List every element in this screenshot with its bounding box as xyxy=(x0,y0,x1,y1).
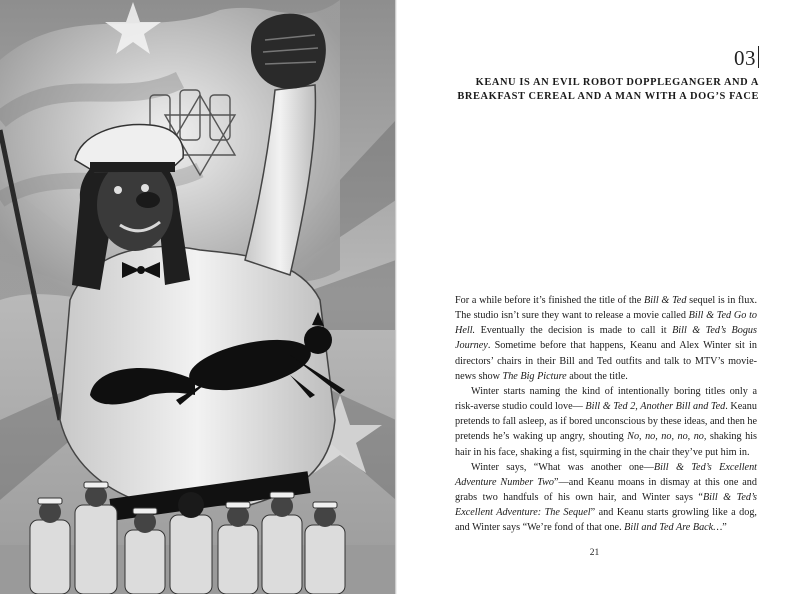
text-run: about the title. xyxy=(566,370,628,382)
text-run: ”—and Keanu moans in dismay at this one and grabs two handfuls of his own hair, and Winter says “ xyxy=(455,476,757,504)
text-run: ” xyxy=(722,522,727,534)
text-run: Winter starts naming the kind of intentionally boring titles only a risk-averse studio could love— xyxy=(455,385,757,413)
italic-run: Bill & Ted 2, Another Bill and Ted xyxy=(585,401,726,413)
italic-run: No, no, no, no, no, xyxy=(627,431,707,443)
dog-face xyxy=(97,159,173,251)
text-run: Winter says, “What was another one— xyxy=(471,461,654,473)
italic-run: Bill & Ted xyxy=(644,295,687,306)
fist xyxy=(251,14,326,89)
text-run: shaking his hair in his face, shaking a fist, squirming in the chair they’ve put him in. xyxy=(455,431,757,458)
paragraph xyxy=(455,384,757,460)
page-number: 21 xyxy=(589,548,600,558)
italic-run: The Big Picture xyxy=(502,370,567,382)
chapter-number: 03 xyxy=(734,46,759,71)
text-run: ” and Keanu starts growling like a dog, and Winter says “We’re fond of that one. xyxy=(455,507,757,534)
paragraph xyxy=(455,460,757,536)
text-run: Eventually the decision is made to call it xyxy=(475,325,673,337)
text-run: . Keanu pretends to fall asleep, as if bored unconscious by these ideas, and then he pretends he’s waking up angry, shouting xyxy=(455,401,757,443)
chapter-title: KEANU IS AN EVIL ROBOT DOPPLEGANGER AND A BREAKFAST CEREAL AND A MAN WITH A DOG’S FACE xyxy=(457,77,759,102)
paragraph xyxy=(455,293,757,384)
italic-run: Bill & Ted’s Excellent Adventure Number Two xyxy=(455,461,758,488)
text-run: . Sometime before that happens, Keanu and Alex Winter sit in directors’ chairs in their Bill and Ted outfits and talk to MTV’s movie-news show xyxy=(455,340,757,382)
body-text xyxy=(455,293,757,536)
italic-run: Bill and Ted Are Back… xyxy=(624,522,723,534)
text-run: sequel is in flux. The studio isn’t sure they want to release a movie called xyxy=(455,295,757,322)
text-run: For a while before it’s finished the title of the xyxy=(455,295,644,306)
italic-run: Bill & Ted’s Excellent Adventure: The Sequel xyxy=(455,492,758,519)
text-page xyxy=(397,0,792,594)
italic-run: Bill & Ted Go to Hell. xyxy=(455,310,758,337)
italic-run: Bill & Ted’s Bogus Journey xyxy=(455,325,757,352)
